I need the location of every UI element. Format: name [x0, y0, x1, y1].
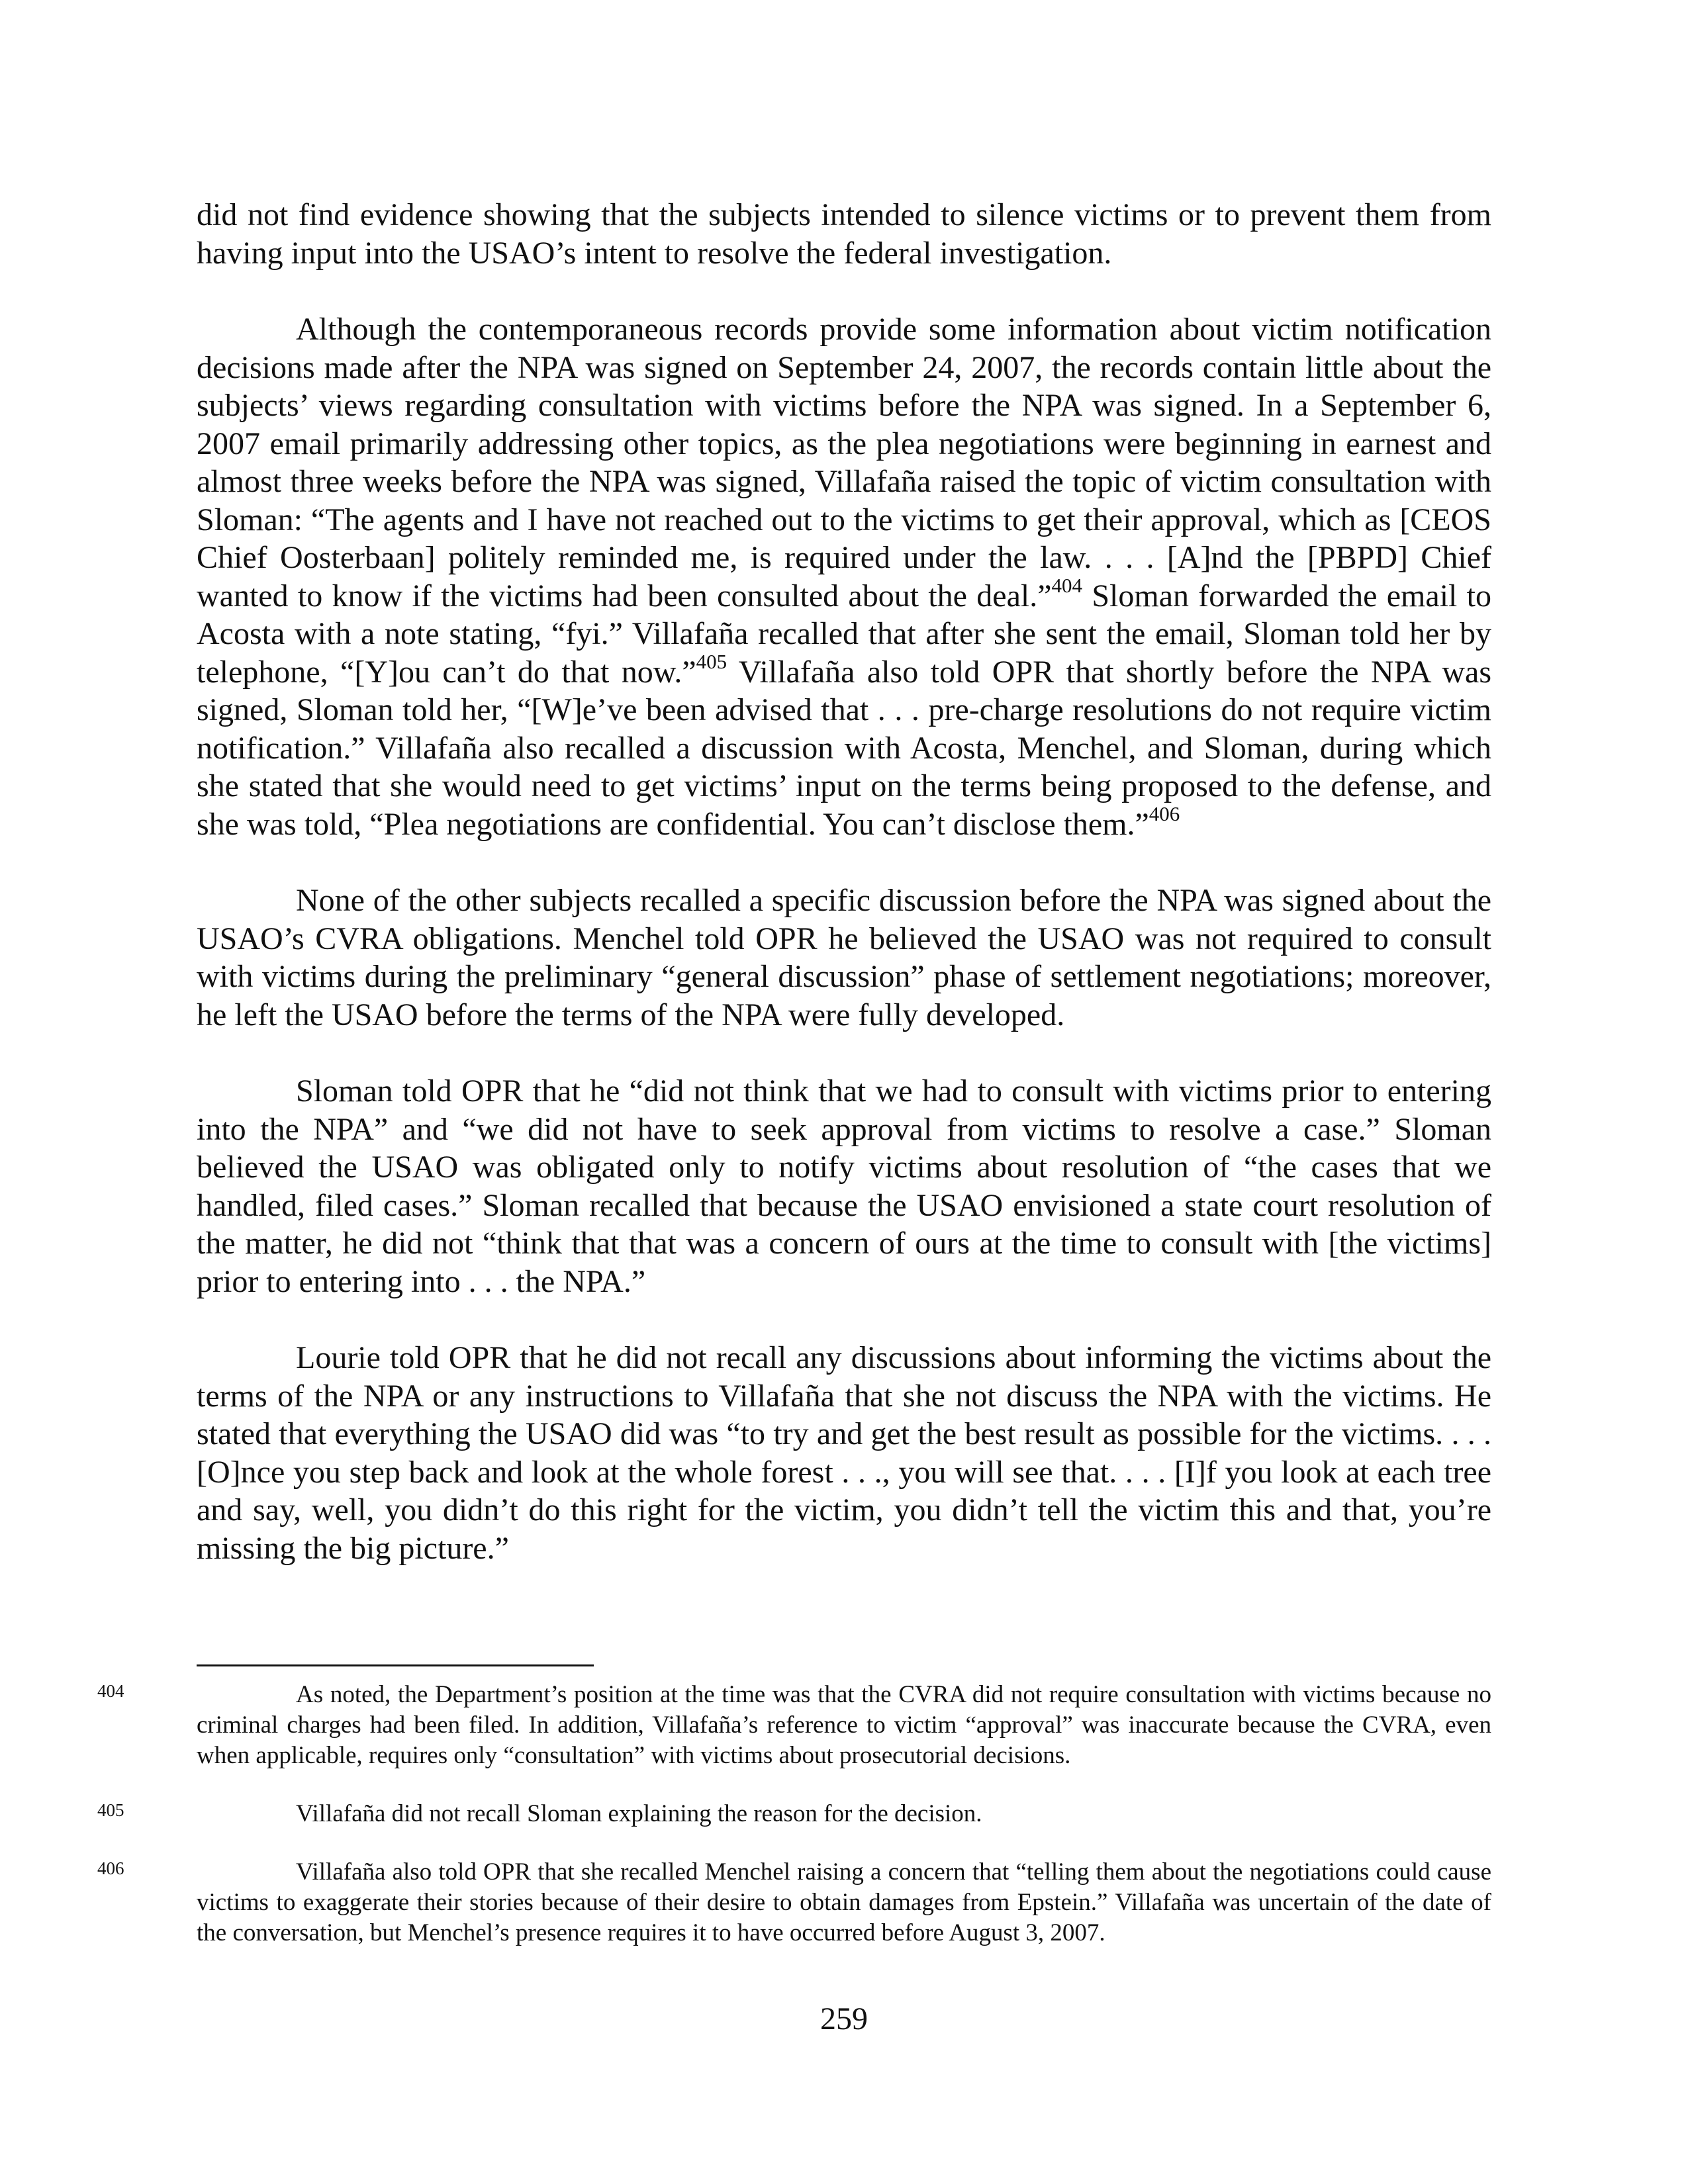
paragraph: [197, 196, 1491, 272]
paragraph: [197, 882, 1491, 1034]
footnote-text: As noted, the Department’s position at the time was that the CVRA did not require consultation with victims because no criminal charges had been filed. In addition, Villafaña’s reference to victim “approval” was inaccurate because the CVRA, even when applicable, requires only “consultation” with victims about prosecutorial decisions.: [197, 1681, 1491, 1769]
footnote-text: Villafaña did not recall Sloman explaining the reason for the decision.: [296, 1800, 982, 1827]
footnote-reference: 404: [1051, 573, 1083, 597]
footnote-406: [97, 1857, 1491, 1948]
page-body: [197, 196, 1491, 1567]
paragraph-gap: [197, 843, 1491, 882]
paragraph-text: Villafaña also told OPR that shortly before the NPA was signed, Sloman told her, “[W]e’ve been advised that . . . pre-charge resolutions do not require victim notification.” Villafaña also recalled a discussion with Acosta, Menchel, and Sloman, during which she stated that she would need to get victims’ input on the terms being proposed to the defense, and she was told, “Plea negotiations are confidential. You can’t disclose them.”: [197, 654, 1491, 842]
footnotes-section: [97, 1680, 1491, 1976]
footnote-reference: 405: [696, 649, 727, 673]
footnote-text: Villafaña also told OPR that she recalled Menchel raising a concern that “telling them about the negotiations could cause victims to exaggerate their stories because of their desire to obtain damages from Epstein.” Villafaña was uncertain of the date of the conversation, but Menchel’s presence requires it to have occurred before August 3, 2007.: [197, 1858, 1491, 1946]
paragraph-text: Sloman forwarded the email to Acosta with a note stating, “fyi.” Villafaña recalled that after she sent the email, Sloman told her by telephone, “[Y]ou can’t do that now.”: [197, 578, 1491, 690]
paragraph-gap: [197, 1300, 1491, 1339]
paragraph-text: Sloman told OPR that he “did not think that we had to consult with victims prior to entering into the NPA” and “we did not have to seek approval from victims to resolve a case.” Sloman believed the USAO was obligated only to notify victims about resolution of “the cases that we handled, filed cases.” Sloman recalled that because the USAO envisioned a state court resolution of the matter, he did not “think that that was a concern of ours at the time to consult with [the victims] prior to entering into . . . the NPA.”: [197, 1073, 1491, 1299]
footnote-number: 405: [97, 1800, 124, 1820]
footnote-405: [97, 1799, 1491, 1829]
paragraph-text: did not find evidence showing that the subjects intended to silence victims or to prevent them from having input into the USAO’s intent to resolve the federal investigation.: [197, 197, 1491, 271]
paragraph-text: None of the other subjects recalled a specific discussion before the NPA was signed about the USAO’s CVRA obligations. Menchel told OPR he believed the USAO was not required to consult with victims during the preliminary “general discussion” phase of settlement negotiations; moreover, he left the USAO before the terms of the NPA were fully developed.: [197, 883, 1491, 1032]
paragraph: [197, 310, 1491, 843]
footnote-number: 404: [97, 1681, 124, 1701]
footnote-separator: [197, 1664, 594, 1666]
paragraph-gap: [197, 1034, 1491, 1072]
footnote-reference: 406: [1149, 801, 1180, 825]
page-number: 259: [820, 2001, 868, 2036]
footnote-number: 406: [97, 1858, 124, 1878]
footnote-404: [97, 1680, 1491, 1771]
paragraph: [197, 1339, 1491, 1567]
paragraph-gap: [197, 272, 1491, 310]
paragraph-text: Although the contemporaneous records provide some information about victim notification decisions made after the NPA was signed on September 24, 2007, the records contain little about the subjects’ views regarding consultation with victims before the NPA was signed. In a September 6, 2007 email primarily addressing other topics, as the plea negotiations were beginning in earnest and almost three weeks before the NPA was signed, Villafaña raised the topic of victim consultation with Sloman: “The agents and I have not reached out to the victims to get their approval, which as [CEOS Chief Oosterbaan] politely reminded me, is required under the law. . . . [A]nd the [PBPD] Chief wanted to know if the victims had been consulted about the deal.”: [197, 312, 1491, 614]
paragraph-text: Lourie told OPR that he did not recall any discussions about informing the victims about the terms of the NPA or any instructions to Villafaña that she not discuss the NPA with the victims. He stated that everything the USAO did was “to try and get the best result as possible for the victims. . . . [O]nce you step back and look at the whole forest . . ., you will see that. . . . [I]f you look at each tree and say, well, you didn’t do this right for the victim, you didn’t tell the victim this and that, you’re missing the big picture.”: [197, 1340, 1491, 1566]
paragraph: [197, 1072, 1491, 1300]
